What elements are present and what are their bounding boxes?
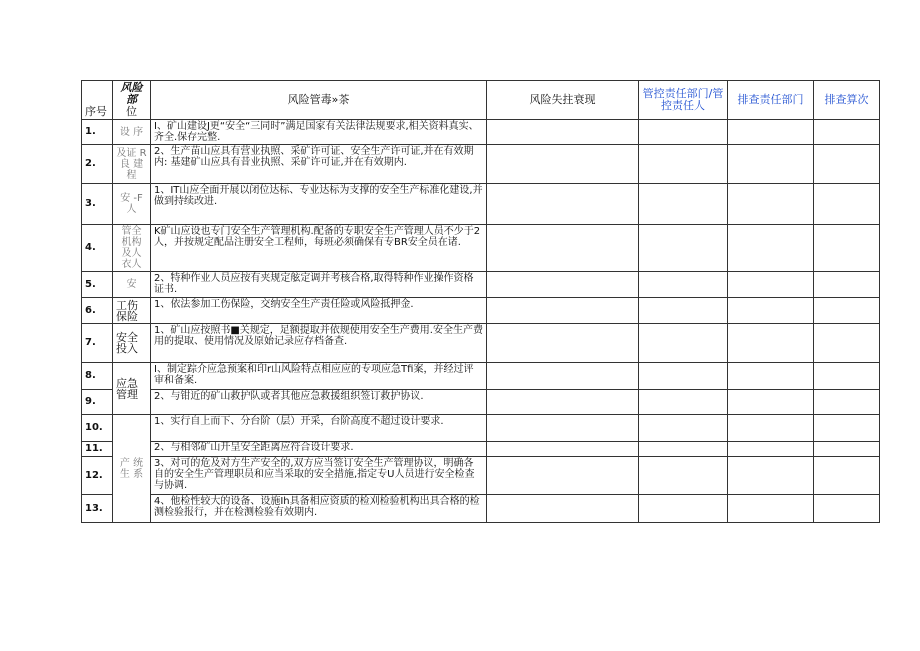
row-no: 7. xyxy=(82,324,113,363)
row-measure: 4、他检性较大的设备、设施Ih具备相应资质的检刈检验机构出具合格的检测检验报行，并在检测检验有效期内. xyxy=(151,495,487,523)
table-row xyxy=(82,324,880,363)
row-measure: K矿山应设也专门安全生产管理机构.配备的专职安全生产管理人员不少于2人，并按规定配品注册安全工程师，每班必须确保有专BR安全员在诸. xyxy=(151,225,487,272)
row-frequency xyxy=(814,120,880,145)
row-measure: 3、对可的危及对方生产安全的,双方应当签订安全生产管理协议，明确各自的安全生产管理职员和应当采取的安全措施,指定专U人员进行安全检查与协调. xyxy=(151,457,487,495)
row-control xyxy=(639,272,728,298)
row-control xyxy=(639,225,728,272)
table-row xyxy=(82,363,880,390)
header-row xyxy=(82,81,880,120)
row-no: 8. xyxy=(82,363,113,390)
row-failure xyxy=(487,363,639,390)
row-control xyxy=(639,390,728,415)
row-measure: 1、实行自上而下、分台阶（层）开采，台阶高度不超过设计要求. xyxy=(151,415,487,442)
table-row xyxy=(82,298,880,324)
row-failure xyxy=(487,390,639,415)
row-measure: I、制定踪介应急预案和印r山风险特点相应应的专项应急Tfi案，并经过评审和备案. xyxy=(151,363,487,390)
row-no: 4. xyxy=(82,225,113,272)
row-check xyxy=(728,145,814,184)
table-row xyxy=(82,390,880,415)
row-measure: 1、依法参加工伤保险，交纳安全生产责任险或风险抵押金. xyxy=(151,298,487,324)
row-check xyxy=(728,324,814,363)
row-control xyxy=(639,442,728,457)
row-measure: 2、与钳近的矿山救护队或者其他应急救援组织签订救护协议. xyxy=(151,390,487,415)
header-measure: 风险管毒»茶 xyxy=(151,81,487,120)
row-no: 9. xyxy=(82,390,113,415)
row-measure: 2、特种作业人员应按有夹规定舷定调并考核合格,取得特种作业操作资格证书. xyxy=(151,272,487,298)
row-no: 3. xyxy=(82,184,113,225)
row-control xyxy=(639,415,728,442)
table-row xyxy=(82,120,880,145)
table-row xyxy=(82,272,880,298)
row-measure: 1、矿山应按照书■关规定，足额提取并依规使用安全生产费用.安全生产费用的提取、使用情况及原始记录应存档备查. xyxy=(151,324,487,363)
row-area: 管全 机构 及人 衣人 xyxy=(113,225,151,272)
row-frequency xyxy=(814,442,880,457)
row-no: 12. xyxy=(82,457,113,495)
row-no: 11. xyxy=(82,442,113,457)
row-frequency xyxy=(814,225,880,272)
row-failure xyxy=(487,120,639,145)
row-frequency xyxy=(814,495,880,523)
row-frequency xyxy=(814,457,880,495)
row-no: 5. xyxy=(82,272,113,298)
table-row xyxy=(82,495,880,523)
table-row xyxy=(82,225,880,272)
row-no: 10. xyxy=(82,415,113,442)
row-failure xyxy=(487,298,639,324)
row-check xyxy=(728,225,814,272)
row-area: 工伤保险 xyxy=(113,298,151,324)
row-control xyxy=(639,120,728,145)
row-check xyxy=(728,298,814,324)
header-failure: 风险失拄衰现 xyxy=(487,81,639,120)
row-area: 安 xyxy=(113,272,151,298)
row-check xyxy=(728,272,814,298)
row-area: 安全投入 xyxy=(113,324,151,363)
row-no: 1. xyxy=(82,120,113,145)
table-row xyxy=(82,145,880,184)
row-failure xyxy=(487,495,639,523)
row-frequency xyxy=(814,390,880,415)
row-frequency xyxy=(814,415,880,442)
row-frequency xyxy=(814,184,880,225)
row-failure xyxy=(487,415,639,442)
row-check xyxy=(728,457,814,495)
row-check xyxy=(728,120,814,145)
row-failure xyxy=(487,184,639,225)
table-row xyxy=(82,415,880,442)
row-failure xyxy=(487,225,639,272)
row-measure: 2、与相邻矿山开呈安全距离应符合设计要求. xyxy=(151,442,487,457)
row-measure: I、矿山建设J更“安全“三同时”满足国家有关法律法规要求,相关资料真实、齐全.保存完整. xyxy=(151,120,487,145)
row-failure xyxy=(487,145,639,184)
row-failure xyxy=(487,457,639,495)
row-check xyxy=(728,495,814,523)
row-frequency xyxy=(814,298,880,324)
row-control xyxy=(639,298,728,324)
row-area: 产 统 生 系 xyxy=(113,415,151,523)
row-check xyxy=(728,363,814,390)
row-control xyxy=(639,363,728,390)
row-area: 应急管理 xyxy=(113,363,151,415)
row-frequency xyxy=(814,145,880,184)
header-control-dept: 管控责任部门/管控责任人 xyxy=(639,81,728,120)
row-control xyxy=(639,324,728,363)
row-frequency xyxy=(814,324,880,363)
table-row xyxy=(82,457,880,495)
risk-table xyxy=(81,80,880,523)
row-area: 设 序 xyxy=(113,120,151,145)
row-no: 2. xyxy=(82,145,113,184)
row-control xyxy=(639,495,728,523)
row-no: 6. xyxy=(82,298,113,324)
row-measure: 2、生产苗山应具有营业执照、采矿许可证、安全生产许可证,并在有效期内: 基建矿山应具有昔业执照、采矿许可证,并在有效期内. xyxy=(151,145,487,184)
row-failure xyxy=(487,324,639,363)
row-check xyxy=(728,415,814,442)
row-control xyxy=(639,457,728,495)
row-frequency xyxy=(814,363,880,390)
header-area: 风险部 位 xyxy=(113,81,151,120)
header-check-dept: 排查责任部门 xyxy=(728,81,814,120)
row-control xyxy=(639,184,728,225)
row-control xyxy=(639,145,728,184)
row-failure xyxy=(487,272,639,298)
row-measure: 1、IT山应全面开展以闭位达标、专业达标为支撑的安全生产标准化建设,并做到持续改进. xyxy=(151,184,487,225)
row-check xyxy=(728,390,814,415)
row-frequency xyxy=(814,272,880,298)
row-failure xyxy=(487,442,639,457)
row-area: 安 -F 人 xyxy=(113,184,151,225)
header-frequency: 排查算次 xyxy=(814,81,880,120)
row-area: 及证 R良 建程 xyxy=(113,145,151,184)
row-no: 13. xyxy=(82,495,113,523)
table-row xyxy=(82,442,880,457)
table-row xyxy=(82,184,880,225)
header-no: 序号 xyxy=(82,81,113,120)
row-check xyxy=(728,442,814,457)
row-check xyxy=(728,184,814,225)
